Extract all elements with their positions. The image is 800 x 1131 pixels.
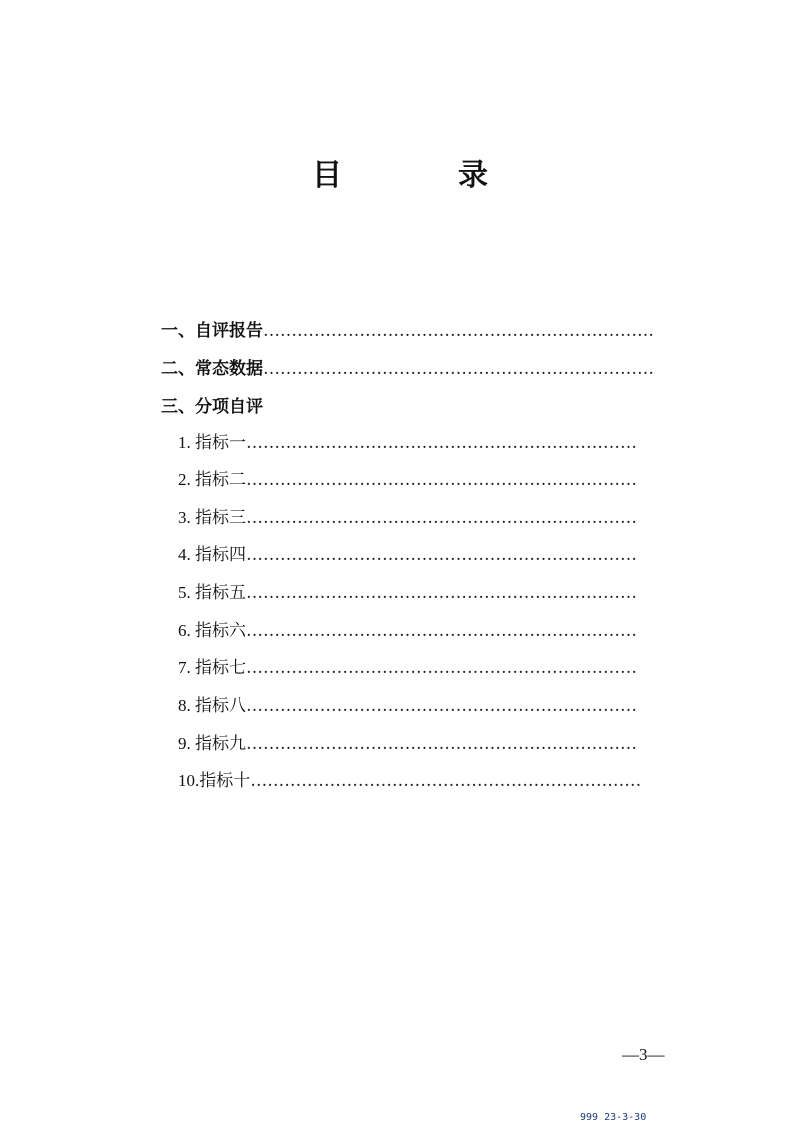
toc-entry-label: 指标九 — [195, 734, 246, 754]
toc-entry-number: 3. — [178, 508, 195, 527]
toc-entry-label: 指标六 — [195, 621, 246, 641]
toc-entry-number: 2. — [178, 470, 195, 489]
print-stamp: 999 23-3-30 — [580, 1112, 647, 1123]
toc-leader: …………………………………………………………… — [246, 734, 637, 754]
page-number: —3— — [622, 1045, 665, 1064]
toc-entry-label: 指标七 — [195, 658, 246, 678]
toc-entry-indicator-5[interactable] — [178, 580, 652, 606]
toc-entry-label: 三、分项自评 — [161, 397, 263, 417]
toc-leader: …………………………………………………………… — [263, 321, 654, 341]
toc-leader: …………………………………………………………… — [246, 470, 637, 490]
toc-leader: …………………………………………………………… — [246, 583, 637, 603]
toc-entry-indicator-8[interactable] — [178, 693, 652, 719]
toc-title-char-2: 录 — [458, 158, 488, 193]
toc-entry-normal-data[interactable] — [161, 356, 659, 382]
toc-entry-self-report[interactable] — [161, 318, 659, 344]
toc-entry-label: 指标八 — [195, 696, 246, 716]
toc-entry-indicator-1[interactable] — [178, 430, 652, 456]
toc-entry-number: 10. — [178, 771, 200, 790]
toc-entry-label: 指标三 — [195, 508, 246, 528]
toc-entry-label: 指标一 — [195, 433, 246, 453]
toc-entry-indicator-3[interactable] — [178, 505, 652, 531]
toc-entry-indicator-4[interactable] — [178, 542, 652, 568]
toc-leader: …………………………………………………………… — [250, 771, 642, 791]
toc-entry-label: 指标十 — [199, 771, 251, 791]
toc-leader: …………………………………………………………… — [246, 696, 637, 716]
toc-title-char-1: 目 — [312, 158, 342, 193]
toc-leader: …………………………………………………………… — [246, 433, 637, 453]
toc-entry-label: 指标四 — [195, 545, 246, 565]
toc-entry-number: 8. — [178, 696, 195, 715]
toc-leader: …………………………………………………………… — [263, 359, 654, 379]
toc-entry-label: 指标二 — [195, 470, 246, 490]
toc-entry-number: 5. — [178, 583, 195, 602]
toc-entry-number: 4. — [178, 545, 195, 564]
toc-entry-label: 指标五 — [195, 583, 246, 603]
toc-entry-indicator-6[interactable] — [178, 618, 652, 644]
toc-entry-indicator-2[interactable] — [178, 467, 652, 493]
toc-entry-number: 1. — [178, 433, 195, 452]
toc-entry-number: 7. — [178, 658, 195, 677]
toc-entry-label: 一、自评报告 — [161, 321, 263, 341]
toc-entry-number: 6. — [178, 621, 195, 640]
toc-entry-indicator-7[interactable] — [178, 655, 652, 681]
toc-leader: …………………………………………………………… — [246, 508, 637, 528]
toc-leader: …………………………………………………………… — [246, 545, 637, 565]
toc-leader: …………………………………………………………… — [246, 621, 637, 641]
toc-entry-label: 二、常态数据 — [161, 359, 263, 379]
toc-title — [0, 156, 800, 196]
toc-entry-indicator-10[interactable] — [178, 768, 652, 794]
toc-entry-number: 9. — [178, 734, 195, 753]
toc-entry-indicator-9[interactable] — [178, 731, 652, 757]
toc-entry-item-evaluation[interactable] — [161, 394, 659, 420]
toc-leader: …………………………………………………………… — [246, 658, 637, 678]
